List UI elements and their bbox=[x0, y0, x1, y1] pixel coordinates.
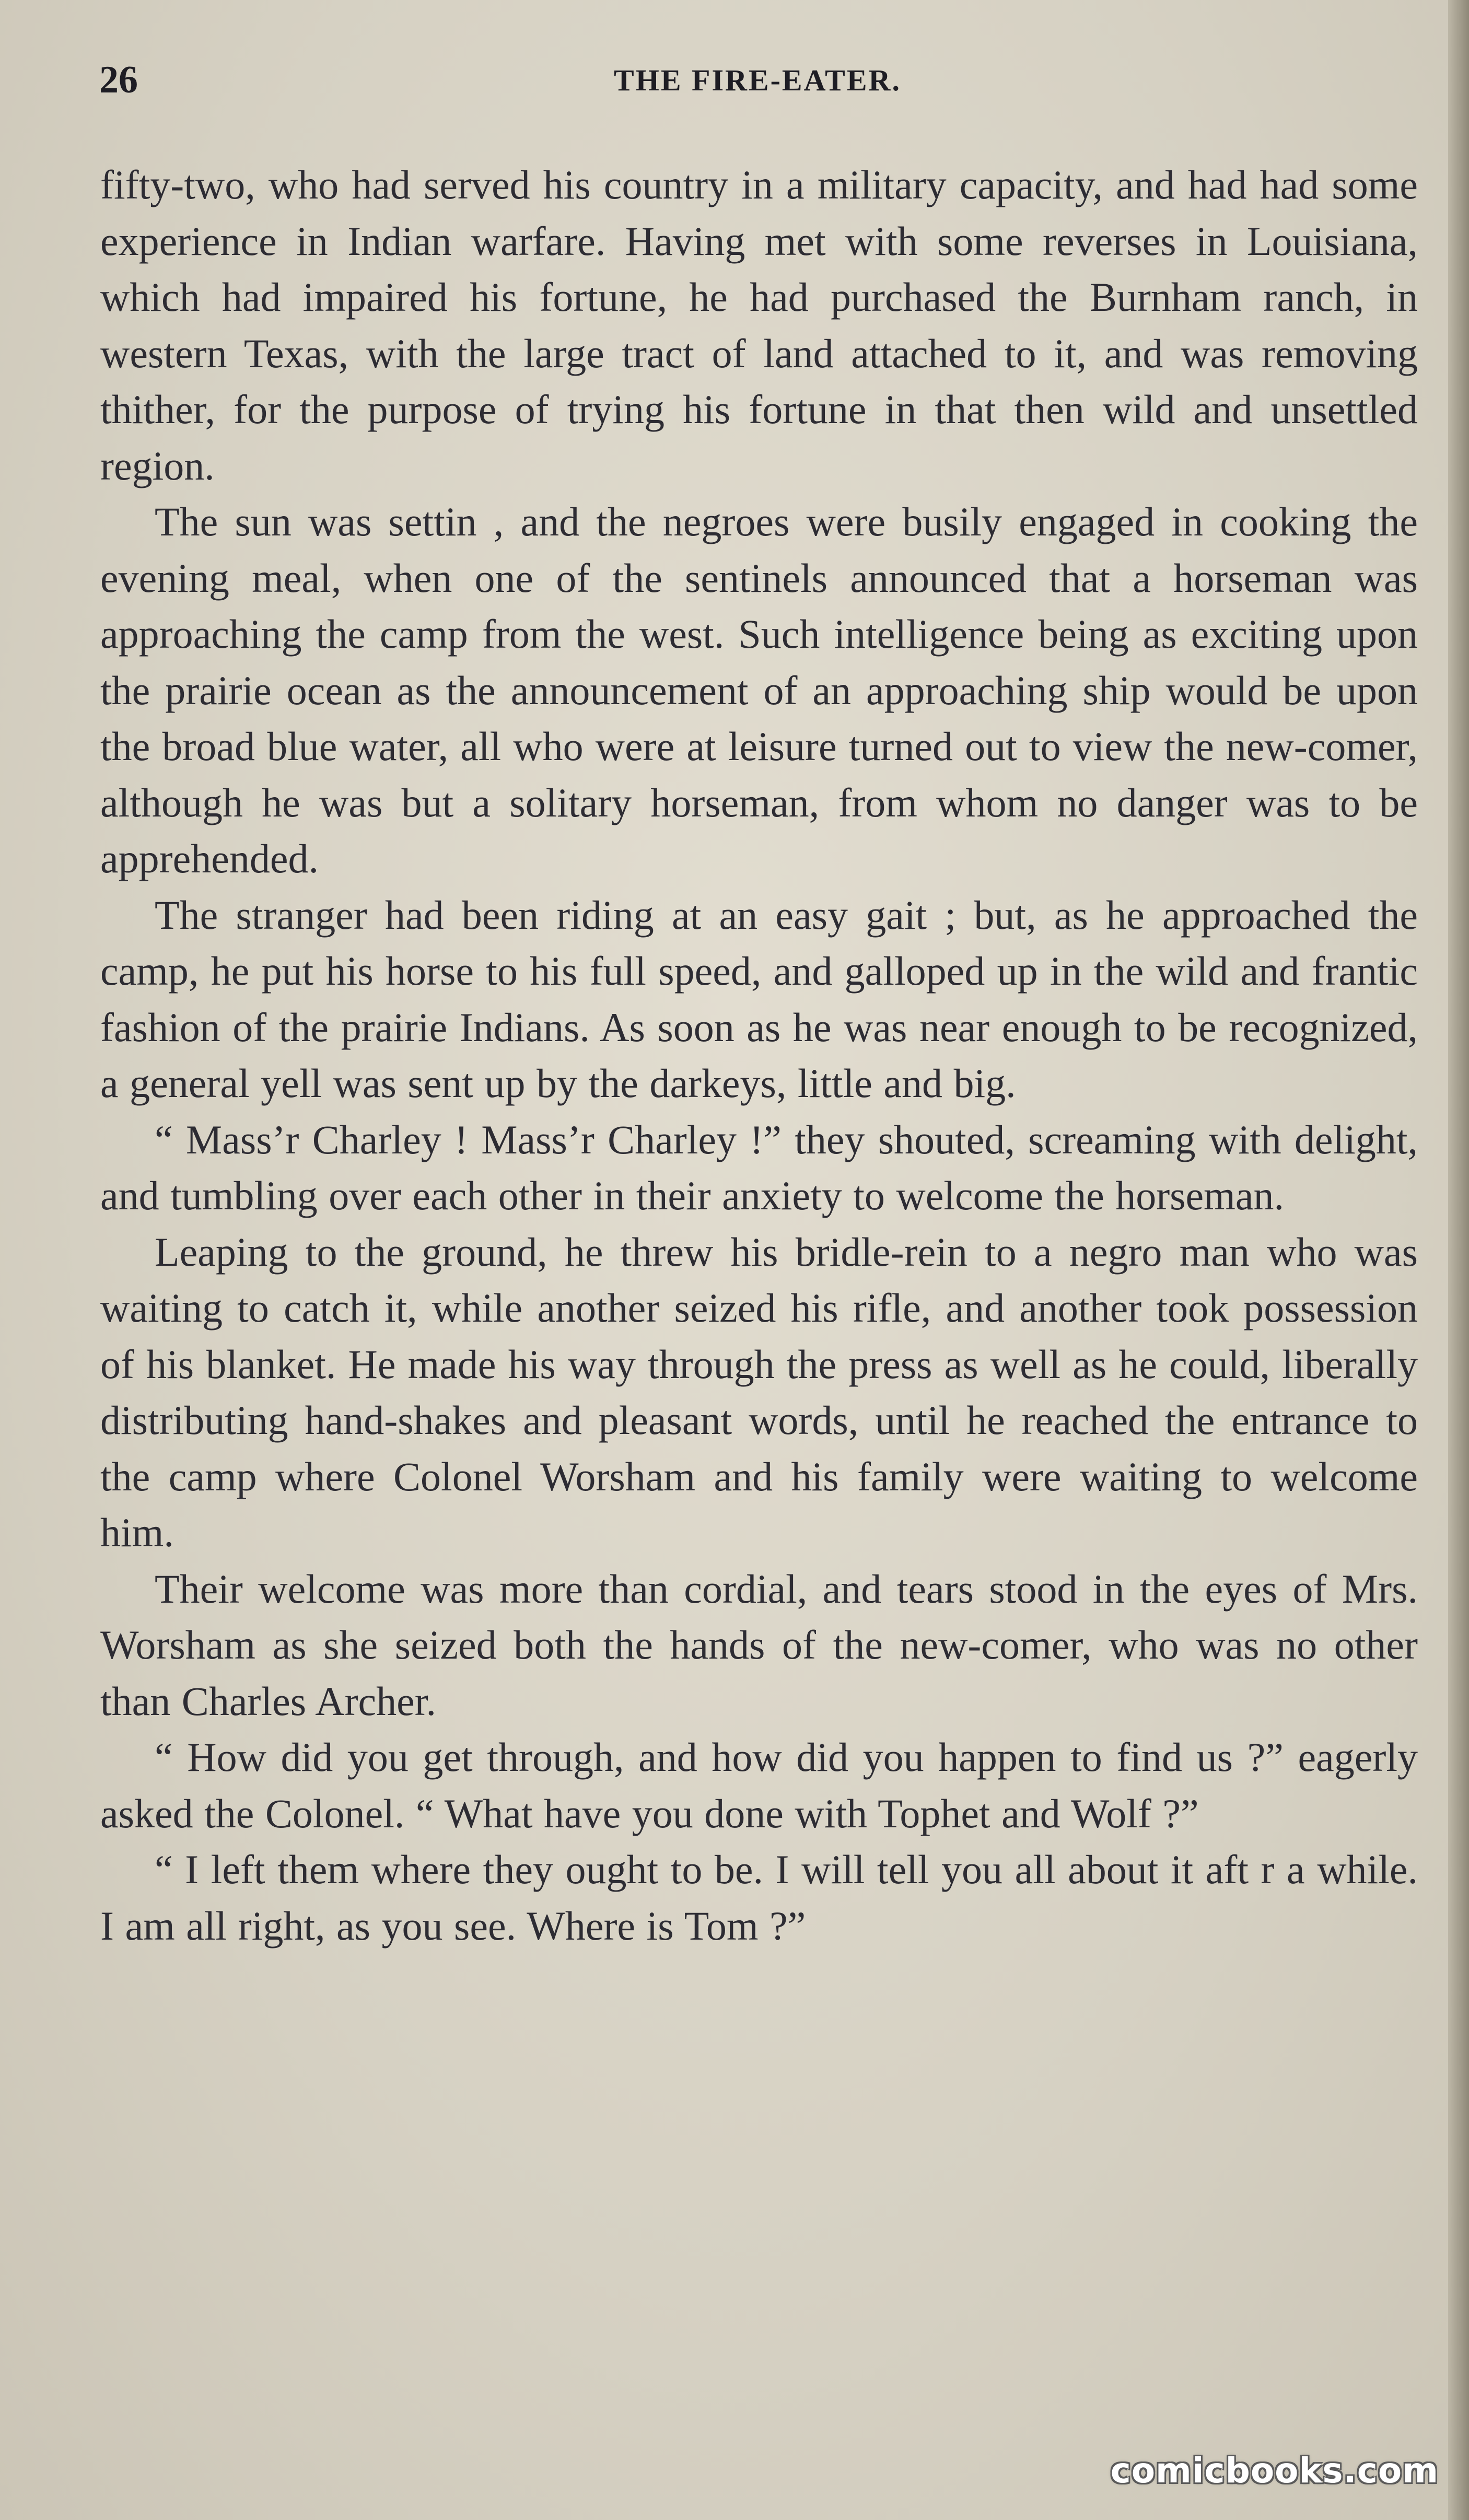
watermark: comicbooks.com bbox=[1110, 2451, 1439, 2491]
paragraph-8: “ I left them where they ought to be. I will tell you all about it aft r a while. I am all right, as you see. Where is Tom ?” bbox=[100, 1847, 1418, 1949]
paragraph-1: fifty-two, who had served his country in a military capacity, and had had some experience in Indian warfare. Having met with some reverses in Louisiana, which had impaired his fortune, he had purchased the Burnham ranch, in western Texas, with the large tract of land attached to it, and was removing thither, for the purpose of trying his fortune in that then wild and unsettled region. bbox=[100, 162, 1418, 488]
paragraph-2: The sun was settin , and the negroes were busily engaged in cooking the evening meal, when one of the sentinels announced that a horseman was approaching the camp from the west. Such intelligence being as exciting upon the prairie ocean as the announcement of an approaching ship would be upon the broad blue water, all who were at leisure turned out to view the new-comer, although he was but a solitary horseman, from whom no danger was to be apprehended. bbox=[100, 499, 1418, 881]
page-number: 26 bbox=[99, 59, 138, 101]
paragraph-4: “ Mass’r Charley ! Mass’r Charley !” they shouted, screaming with delight, and tumbling over each other in their anxiety to welcome the horseman. bbox=[100, 1116, 1418, 1218]
body-text bbox=[100, 157, 1418, 1954]
running-head bbox=[99, 56, 1416, 103]
paragraph-5: Leaping to the ground, he threw his bridle-rein to a negro man who was waiting to catch it, while another seized his rifle, and another took possession of his blanket. He made his way through the press as well as he could, liberally distributing hand-shakes and pleasant words, until he reached the entrance to the camp where Colonel Worsham and his family were waiting to welcome him. bbox=[100, 1229, 1418, 1555]
paragraph-3: The stranger had been riding at an easy gait ; but, as he approached the camp, he put his horse to his full speed, and galloped up in the wild and frantic fashion of the prairie Indians. As soon as he was near enough to be recognized, a general yell was sent up by the darkeys, little and big. bbox=[100, 892, 1418, 1106]
running-title: THE FIRE-EATER. bbox=[614, 63, 901, 97]
page-edge bbox=[1448, 0, 1469, 2520]
paragraph-7: “ How did you get through, and how did you happen to find us ?” eagerly asked the Colonel. “ What have you done with Tophet and Wolf ?” bbox=[100, 1734, 1418, 1836]
paragraph-6: Their welcome was more than cordial, and tears stood in the eyes of Mrs. Worsham as she seized both the hands of the new-comer, who was no other than Charles Archer. bbox=[100, 1566, 1418, 1724]
